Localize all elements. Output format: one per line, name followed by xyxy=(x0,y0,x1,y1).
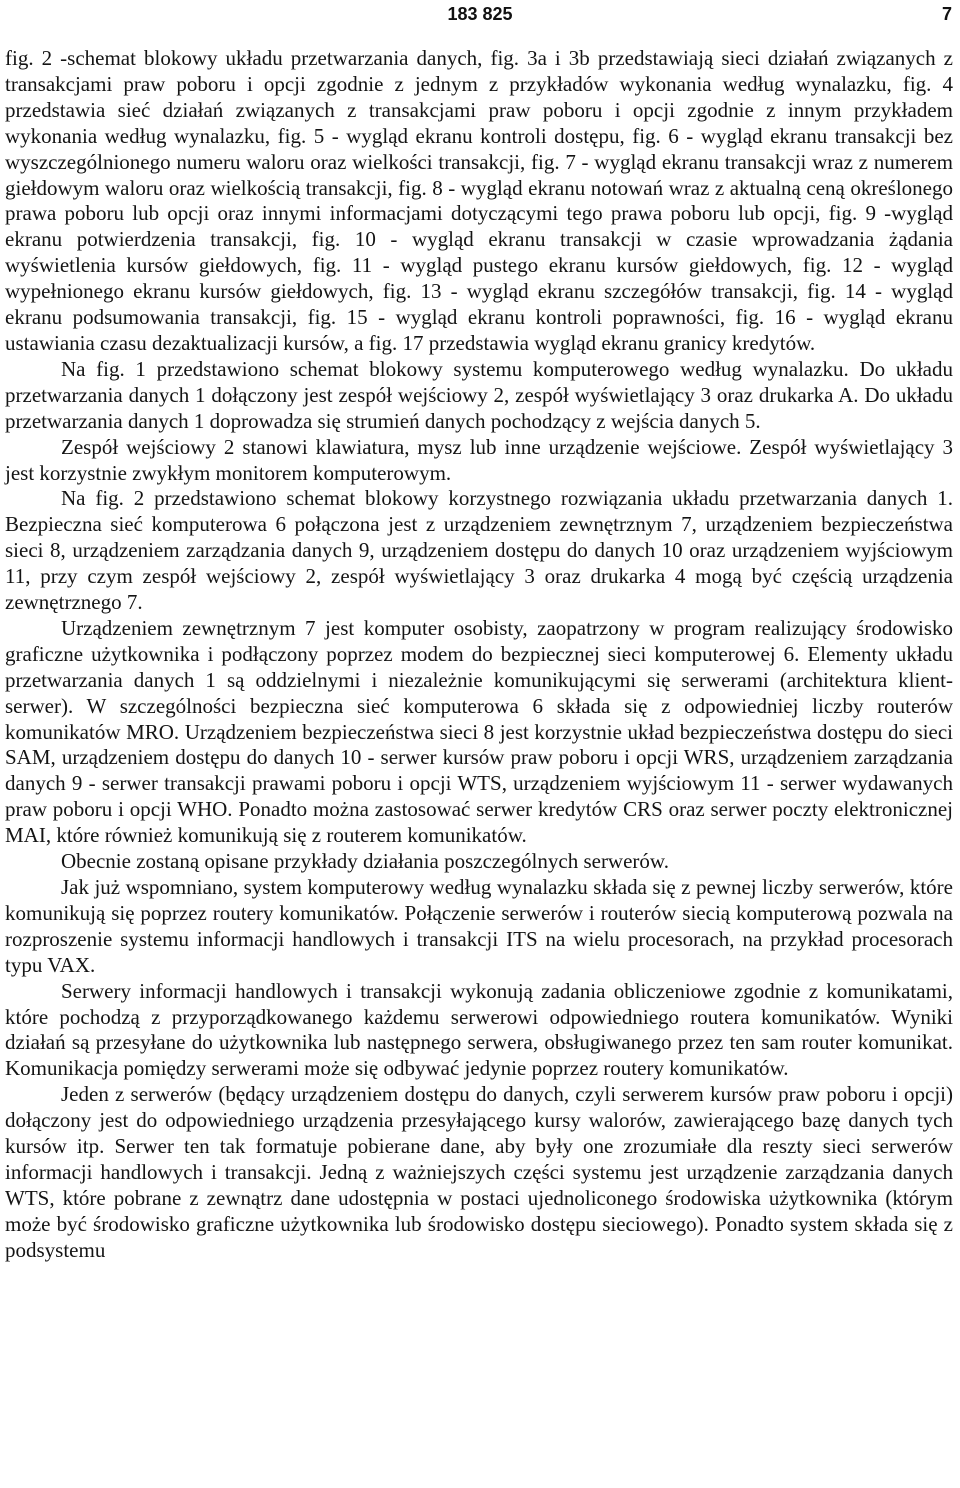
paragraph: Zespół wejściowy 2 stanowi klawiatura, mysz lub inne urządzenie wejściowe. Zespół wyświetlający 3 jest korzystnie zwykłym monitorem komputerowym. xyxy=(5,434,953,485)
page-header xyxy=(0,0,960,30)
paragraph: Urządzeniem zewnętrznym 7 jest komputer osobisty, zaopatrzony w program realizujący środowisko graficzne użytkownika i podłączony poprzez modem do bezpiecznej sieci komputerowej 6. Elementy układu przetwarzania danych 1 są oddzielnymi i niezależnie komunikującymi się serwerami (architektura klient-serwer). W szczególności bezpieczna sieć komputerowa 6 składa się z odpowiedniej liczby routerów komunikatów MRO. Urządzeniem bezpieczeństwa sieci 8 jest korzystnie układ bezpieczeństwa dostępu do sieci SAM, urządzeniem dostępu do danych 10 - serwer kursów praw poboru i opcji WRS, urządzeniem zarządzania danych 9 - serwer transakcji prawami poboru i opcji WTS, urządzeniem wyjściowym 11 - serwer wydawanych praw poboru i opcji WHO. Ponadto można zastosować serwer kredytów CRS oraz serwer poczty elektronicznej MAI, które również komunikują się z routerem komunikatów. xyxy=(5,615,953,848)
paragraph: Na fig. 2 przedstawiono schemat blokowy korzystnego rozwiązania układu przetwarzania danych 1. Bezpieczna sieć komputerowa 6 połączona jest z urządzeniem zewnętrznym 7, urządzeniem bezpieczeństwa sieci 8, urządzeniem zarządzania danych 9, urządzeniem dostępu do danych 10 oraz urządzeniem wyjściowym 11, przy czym zespół wejściowy 2, zespół wyświetlający 3 oraz drukarka 4 mogą być częścią urządzenia zewnętrznego 7. xyxy=(5,486,953,615)
page-number: 7 xyxy=(941,4,952,24)
paragraph: Jeden z serwerów (będący urządzeniem dostępu do danych, czyli serwerem kursów praw poboru i opcji) dołączony jest do odpowiedniego urządzenia przesyłającego kursy walorów, zawierającego bazę danych tych kursów itp. Serwer ten tak formatuje pobierane dane, aby były one zrozumiałe dla reszty sieci serwerów informacji handlowych i transakcji. Jedną z ważniejszych części systemu jest urządzenie zarządzania danych WTS, które pobrane z zewnątrz dane udostępnia w postaci ujednoliconego środowiska użytkownika (którym może być środowisko graficzne użytkownika lub środowisko dostępu sieciowego). Ponadto system składa się z podsystemu xyxy=(5,1082,953,1262)
patent-number: 183 825 xyxy=(447,4,513,24)
body-text xyxy=(5,46,953,1264)
paragraph-figure-list: fig. 2 -schemat blokowy układu przetwarzania danych, fig. 3a i 3b przedstawiają sieci działań związanych z transakcjami praw poboru i opcji zgodnie z jednym z przykładów wykonania według wynalazku, fig. 4 przedstawia sieć działań związanych z transakcjami praw poboru i opcji zgodnie z innym przykładem wykonania według wynalazku, fig. 5 - wygląd ekranu kontroli dostępu, fig. 6 - wygląd ekranu transakcji bez wyszczególnionego numeru waloru oraz wielkości transakcji, fig. 7 - wygląd ekranu transakcji wraz z numerem giełdowym waloru oraz wielkością transakcji, fig. 8 - wygląd ekranu notowań wraz z aktualną ceną określonego prawa poboru lub opcji oraz innymi informacjami dotyczącymi tego prawa poboru lub opcji, fig. 9 -wygląd ekranu potwierdzenia transakcji, fig. 10 - wygląd ekranu transakcji w czasie wprowadzania żądania wyświetlenia kursów giełdowych, fig. 11 - wygląd pustego ekranu kursów giełdowych, fig. 12 - wygląd wypełnionego ekranu kursów giełdowych, fig. 13 - wygląd ekranu szczegółów transakcji, fig. 14 - wygląd ekranu podsumowania transakcji, fig. 15 - wygląd ekranu kontroli poprawności, fig. 16 - wygląd ekranu ustawiania czasu dezaktualizacji kursów, a fig. 17 przedstawia wygląd ekranu granicy kredytów. xyxy=(5,46,953,355)
paragraph: Jak już wspomniano, system komputerowy według wynalazku składa się z pewnej liczby serwerów, które komunikują się poprzez routery komunikatów. Połączenie serwerów i routerów siecią komputerową pozwala na rozproszenie systemu informacji handlowych i transakcji ITS na wielu procesorach, na przykład procesorach typu VAX. xyxy=(5,875,953,977)
paragraph: Serwery informacji handlowych i transakcji wykonują zadania obliczeniowe zgodnie z komunikatami, które pochodzą z przyporządkowanego każdemu serwerowi odpowiedniego routera komunikatów. Wyniki działań są przesyłane do użytkownika lub następnego serwera, obsługiwanego przez ten sam router komunikat. Komunikacja pomiędzy serwerami może się odbywać jedynie poprzez routery komunikatów. xyxy=(5,978,953,1081)
paragraph: Obecnie zostaną opisane przykłady działania poszczególnych serwerów. xyxy=(61,849,669,874)
paragraph: Na fig. 1 przedstawiono schemat blokowy systemu komputerowego według wynalazku. Do układu przetwarzania danych 1 dołączony jest zespół wejściowy 2, zespół wyświetlający 3 oraz drukarka A. Do układu przetwarzania danych 1 doprowadza się strumień danych pochodzący z wejścia danych 5. xyxy=(5,356,953,433)
